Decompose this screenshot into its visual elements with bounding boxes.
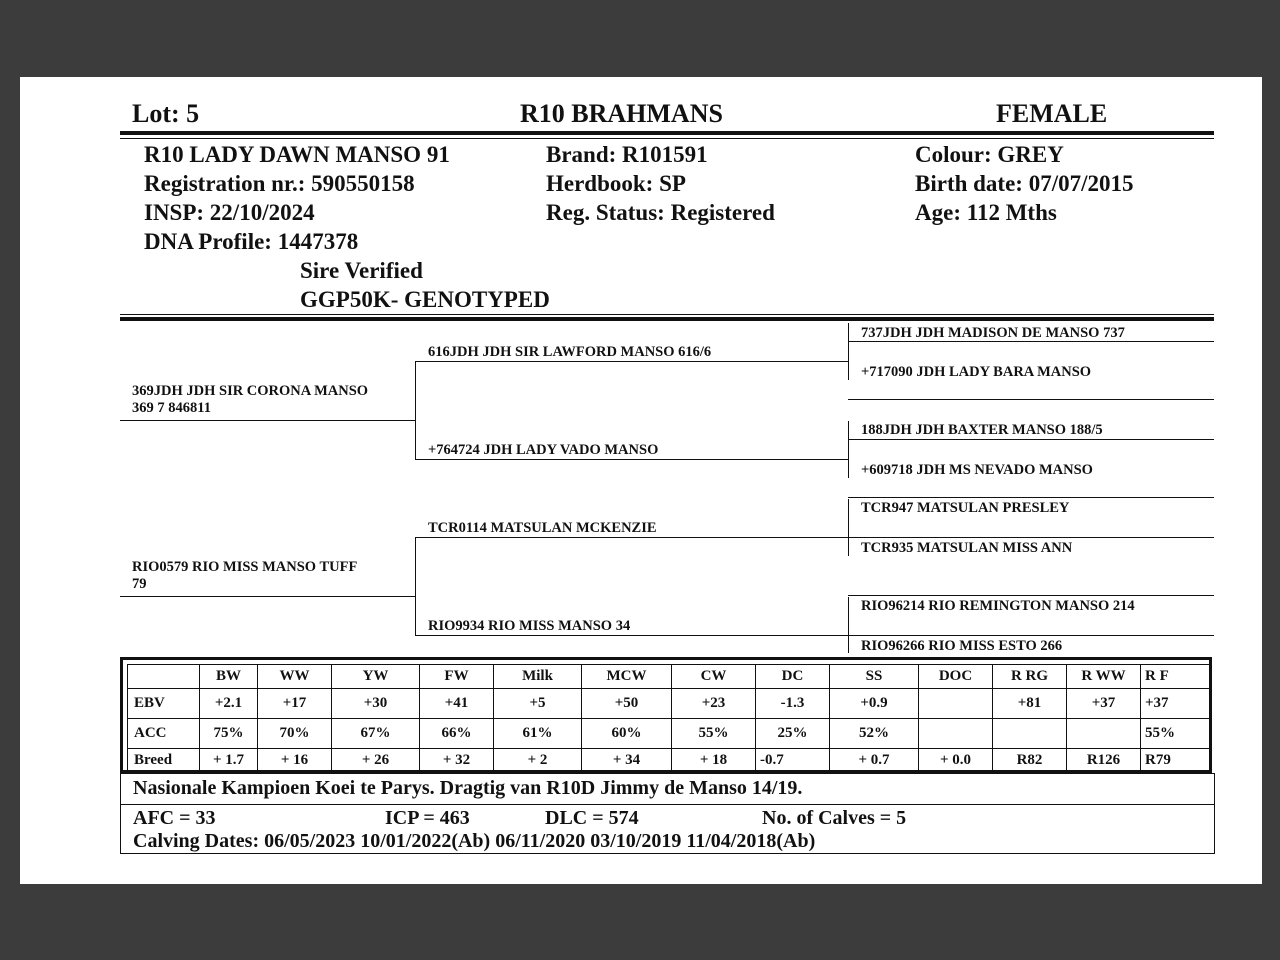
info-rule-thin: [120, 314, 1214, 315]
icp-value: ICP = 463: [385, 807, 470, 829]
dlc-value: DLC = 574: [545, 807, 639, 829]
table-cell: +5: [494, 689, 582, 719]
table-cell: R126: [1067, 749, 1141, 773]
pedigree-bracket: [415, 361, 416, 460]
table-cell: 75%: [200, 719, 258, 749]
table-header-cell: R F: [1141, 665, 1211, 689]
pedigree-line: [415, 537, 848, 538]
table-cell: [1067, 719, 1141, 749]
ebv-table: [120, 657, 1212, 773]
table-header-cell: SS: [830, 665, 919, 689]
table-cell: + 1.7: [200, 749, 258, 773]
table-cell: R79: [1141, 749, 1211, 773]
table-header-cell: YW: [332, 665, 420, 689]
table-cell: +17: [258, 689, 332, 719]
animal-name: R10 LADY DAWN MANSO 91: [144, 142, 450, 167]
age: Age: 112 Mths: [915, 200, 1057, 225]
herdbook: Herdbook: SP: [546, 171, 686, 196]
afc-value: AFC = 33: [133, 807, 216, 829]
pedigree-great-grandparent: +609718 JDH MS NEVADO MANSO: [861, 462, 1093, 478]
table-header-cell: R RG: [993, 665, 1067, 689]
pedigree-great-grandparent: RIO96214 RIO REMINGTON MANSO 214: [861, 598, 1135, 614]
table-row-label: ACC: [128, 719, 200, 749]
info-rule-thick: [120, 317, 1214, 321]
table-cell: +30: [332, 689, 420, 719]
table-header-cell: Milk: [494, 665, 582, 689]
table-cell: +37: [1067, 689, 1141, 719]
pedigree-great-grandparent: RIO96266 RIO MISS ESTO 266: [861, 638, 1063, 654]
pedigree-great-grandparent: TCR935 MATSULAN MISS ANN: [861, 540, 1073, 556]
table-cell: 25%: [756, 719, 830, 749]
calving-dates: Calving Dates: 06/05/2023 10/01/2022(Ab) 06/11/2020 03/10/2019 11/04/2018(Ab): [133, 830, 816, 852]
table-cell: + 32: [420, 749, 494, 773]
table-cell: 52%: [830, 719, 919, 749]
table-cell: [919, 719, 993, 749]
pedigree-bracket: [848, 421, 849, 478]
registration-number: Registration nr.: 590550158: [144, 171, 415, 196]
pedigree-great-grandparent: TCR947 MATSULAN PRESLEY: [861, 500, 1070, 516]
table-cell: + 26: [332, 749, 420, 773]
birth-date: Birth date: 07/07/2015: [915, 171, 1134, 196]
table-cell: + 2: [494, 749, 582, 773]
pedigree-sire: [132, 383, 368, 417]
header-rule-thick: [120, 131, 1214, 135]
pedigree-line: [848, 439, 1214, 440]
table-cell: +0.9: [830, 689, 919, 719]
pedigree-line: [415, 459, 848, 460]
table-cell: + 34: [582, 749, 672, 773]
pedigree-sire-dam: +764724 JDH LADY VADO MANSO: [428, 442, 659, 458]
pedigree-dam-line1: RIO0579 RIO MISS MANSO TUFF: [132, 559, 358, 575]
breed-row: [128, 749, 1211, 773]
pedigree-bracket: [848, 597, 849, 653]
table-cell: -1.3: [756, 689, 830, 719]
catalogue-page: [20, 77, 1262, 884]
table-cell: + 0.7: [830, 749, 919, 773]
table-cell: 60%: [582, 719, 672, 749]
table-header-cell: R WW: [1067, 665, 1141, 689]
pedigree-line: [848, 595, 1214, 596]
table-header-cell: DC: [756, 665, 830, 689]
breeder-name: R10 BRAHMANS: [520, 99, 723, 128]
pedigree-dam-line2: 79: [132, 576, 147, 592]
table-header-cell: CW: [672, 665, 756, 689]
registration-status: Reg. Status: Registered: [546, 200, 775, 225]
pedigree-bracket: [848, 499, 849, 556]
table-cell: + 18: [672, 749, 756, 773]
pedigree-great-grandparent: +717090 JDH LADY BARA MANSO: [861, 364, 1092, 380]
pedigree-bracket: [415, 537, 416, 636]
table-cell: -0.7: [756, 749, 830, 773]
table-cell: 66%: [420, 719, 494, 749]
table-cell: R82: [993, 749, 1067, 773]
pedigree-dam-sire: TCR0114 MATSULAN MCKENZIE: [428, 520, 657, 536]
table-cell: +41: [420, 689, 494, 719]
pedigree-dam-dam: RIO9934 RIO MISS MANSO 34: [428, 618, 631, 634]
table-cell: 67%: [332, 719, 420, 749]
table-cell: +23: [672, 689, 756, 719]
pedigree-line: [415, 635, 848, 636]
pedigree-line: [120, 596, 415, 597]
sire-verified: Sire Verified: [300, 258, 423, 283]
table-header-cell: MCW: [582, 665, 672, 689]
table-header-cell: BW: [200, 665, 258, 689]
pedigree-sire-line1: 369JDH JDH SIR CORONA MANSO: [132, 383, 369, 399]
table-cell: +37: [1141, 689, 1211, 719]
pedigree-great-grandparent: 188JDH JDH BAXTER MANSO 188/5: [861, 422, 1103, 438]
table-row-label: Breed: [128, 749, 200, 773]
pedigree-sire-line2: 369 7 846811: [132, 400, 211, 416]
pedigree-line: [848, 497, 1214, 498]
table-cell: +50: [582, 689, 672, 719]
pedigree-dam: [132, 559, 357, 593]
acc-row: [128, 719, 1211, 749]
table-cell: +2.1: [200, 689, 258, 719]
calving-box: [120, 804, 1215, 854]
table-cell: + 16: [258, 749, 332, 773]
lot-number: Lot: 5: [132, 99, 200, 128]
table-cell: 55%: [1141, 719, 1211, 749]
genotyped-status: GGP50K- GENOTYPED: [300, 287, 550, 312]
colour: Colour: GREY: [915, 142, 1064, 167]
table-cell: 61%: [494, 719, 582, 749]
dna-profile: DNA Profile: 1447378: [144, 229, 359, 254]
table-header-cell: WW: [258, 665, 332, 689]
table-cell: +81: [993, 689, 1067, 719]
pedigree-great-grandparent: 737JDH JDH MADISON DE MANSO 737: [861, 325, 1125, 341]
pedigree-bracket: [848, 323, 849, 380]
table-cell: + 0.0: [919, 749, 993, 773]
table-cell: 55%: [672, 719, 756, 749]
ebv-header-row: [128, 665, 1211, 689]
pedigree-sire-sire: 616JDH JDH SIR LAWFORD MANSO 616/6: [428, 344, 712, 360]
pedigree-line: [415, 361, 848, 362]
pedigree-line: [120, 420, 415, 421]
table-header-cell: FW: [420, 665, 494, 689]
table-header-cell: [128, 665, 200, 689]
calves-count: No. of Calves = 5: [762, 807, 907, 829]
table-cell: 70%: [258, 719, 332, 749]
pedigree-line: [848, 537, 1214, 538]
table-cell: [993, 719, 1067, 749]
pedigree-line: [848, 635, 1214, 636]
table-header-cell: DOC: [919, 665, 993, 689]
ebv-row: [128, 689, 1211, 719]
comment-text: Nasionale Kampioen Koei te Parys. Dragtig van R10D Jimmy de Manso 14/19.: [133, 777, 803, 799]
pedigree-line: [848, 399, 1214, 400]
comment-box: [120, 773, 1215, 805]
brand: Brand: R101591: [546, 142, 708, 167]
header-rule-thin: [120, 138, 1214, 139]
table-row-label: EBV: [128, 689, 200, 719]
table-cell: [919, 689, 993, 719]
sex-label: FEMALE: [996, 99, 1108, 128]
inspection-date: INSP: 22/10/2024: [144, 200, 315, 225]
